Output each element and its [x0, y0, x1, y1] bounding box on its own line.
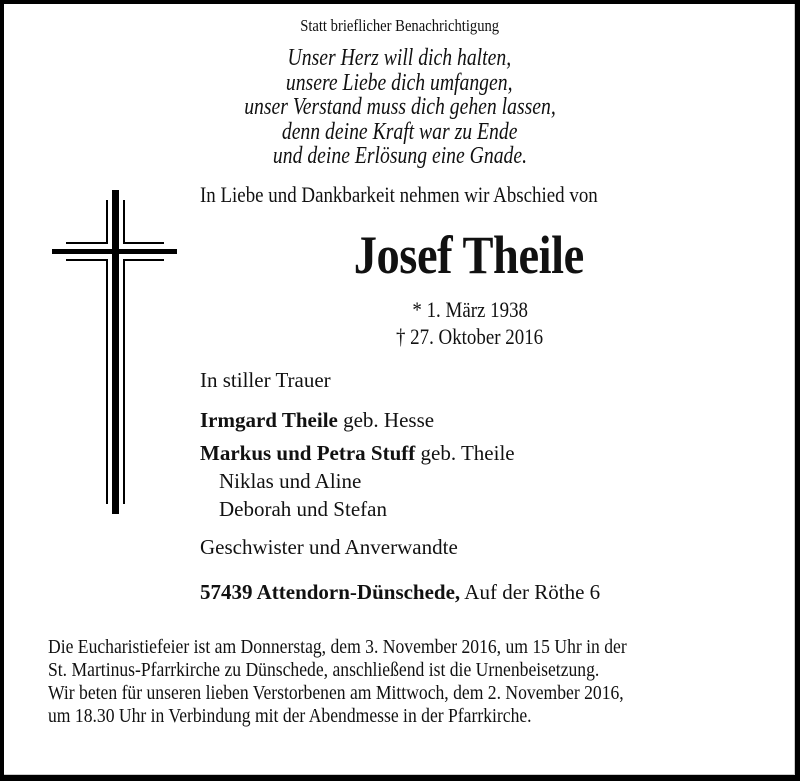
mourner-suffix: geb. Hesse	[337, 408, 435, 432]
address-street: Auf der Röthe 6	[460, 580, 601, 604]
mourner-name: Markus und Petra Stuff	[200, 441, 416, 465]
mourner-name: Irmgard Theile	[200, 408, 338, 432]
mourners-heading: In stiller Trauer	[200, 368, 331, 392]
mourner-child: Niklas und Aline	[219, 469, 362, 493]
mourner-suffix: geb. Theile	[415, 441, 515, 465]
birth-date: * 1. März 1938	[412, 297, 528, 322]
address-city: 57439 Attendorn-Dünschede,	[200, 580, 461, 604]
poem-line: unsere Liebe dich umfangen,	[286, 69, 513, 96]
deceased-name: Josef Theile	[353, 225, 585, 285]
service-line: St. Martinus-Pfarrkirche zu Dünschede, anschließend ist die Urnenbeisetzung.	[48, 659, 600, 681]
intro-line: In Liebe und Dankbarkeit nehmen wir Abschied von	[200, 182, 598, 207]
mourner-entry	[200, 441, 515, 466]
service-line: Die Eucharistiefeier ist am Donnerstag, dem 3. November 2016, um 15 Uhr in der	[48, 636, 627, 658]
service-line: um 18.30 Uhr in Verbindung mit der Abendmesse in der Pfarrkirche.	[48, 705, 532, 727]
poem-line: unser Verstand muss dich gehen lassen,	[243, 94, 556, 120]
death-date: † 27. Oktober 2016	[396, 324, 544, 349]
service-info	[48, 636, 706, 728]
poem-line: Unser Herz will dich halten,	[287, 45, 512, 71]
poem-line: und deine Erlösung eine Gnade.	[272, 143, 527, 169]
service-line: Wir beten für unseren lieben Verstorbenen am Mittwoch, dem 2. November 2016,	[48, 682, 624, 704]
obituary-notice	[4, 4, 795, 775]
address	[200, 580, 600, 605]
mourner-child: Deborah und Stefan	[219, 497, 387, 521]
life-dates	[4, 296, 800, 350]
header-note: Statt brieflicher Benachrichtigung	[300, 16, 499, 35]
mourner-entry	[200, 408, 434, 433]
poem-line: denn deine Kraft war zu Ende	[281, 118, 518, 145]
mourner-relatives: Geschwister und Anverwandte	[200, 535, 458, 559]
poem	[4, 46, 795, 169]
